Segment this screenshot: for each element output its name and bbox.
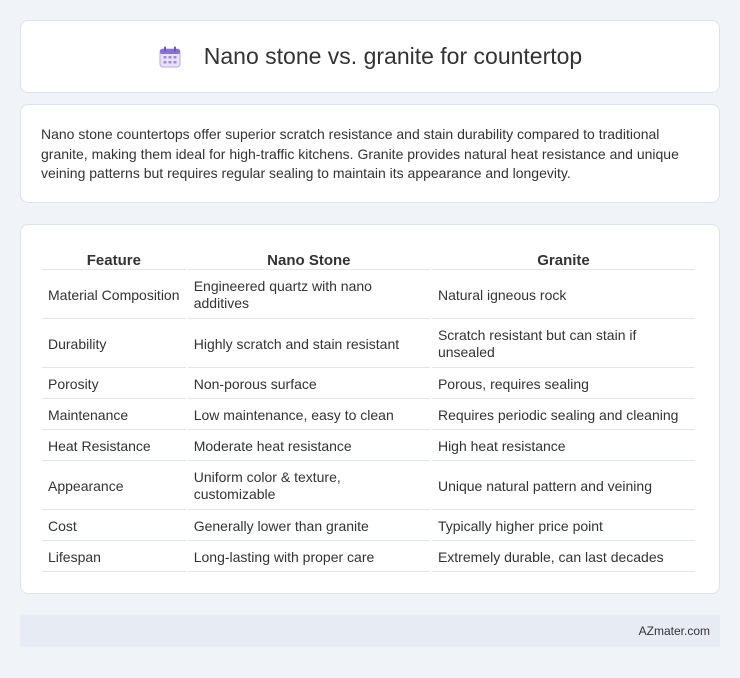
footer [20, 615, 720, 647]
nano-stone-cell: Long-lasting with proper care [188, 543, 430, 572]
footer-site-link[interactable]: AZmater.com [638, 624, 710, 638]
table-row [42, 512, 695, 541]
nano-stone-cell: Non-porous surface [188, 370, 430, 399]
granite-cell: High heat resistance [432, 432, 695, 461]
feature-cell: Porosity [42, 370, 186, 399]
nano-stone-cell: Highly scratch and stain resistant [188, 321, 430, 368]
nano-stone-cell: Generally lower than granite [188, 512, 430, 541]
nano-stone-cell: Engineered quartz with nano additives [188, 272, 430, 319]
table-row [42, 370, 695, 399]
feature-cell: Durability [42, 321, 186, 368]
table-row [42, 543, 695, 572]
granite-cell: Natural igneous rock [432, 272, 695, 319]
table-row [42, 272, 695, 319]
nano-stone-cell: Moderate heat resistance [188, 432, 430, 461]
granite-cell: Requires periodic sealing and cleaning [432, 401, 695, 430]
granite-cell: Porous, requires sealing [432, 370, 695, 399]
header-nano-stone: Nano Stone [188, 246, 430, 270]
feature-cell: Lifespan [42, 543, 186, 572]
summary-card [20, 104, 720, 203]
granite-cell: Unique natural pattern and veining [432, 463, 695, 510]
title-card [20, 20, 720, 93]
comparison-table [40, 244, 697, 574]
nano-stone-cell: Uniform color & texture, customizable [188, 463, 430, 510]
calendar-icon [158, 45, 182, 69]
feature-cell: Material Composition [42, 272, 186, 319]
feature-cell: Appearance [42, 463, 186, 510]
table-header-row [42, 246, 695, 270]
granite-cell: Scratch resistant but can stain if unsealed [432, 321, 695, 368]
feature-cell: Maintenance [42, 401, 186, 430]
table-row [42, 463, 695, 510]
nano-stone-cell: Low maintenance, easy to clean [188, 401, 430, 430]
table-row [42, 401, 695, 430]
summary-text: Nano stone countertops offer superior scratch resistance and stain durability compared to traditional granite, making them ideal for high-traffic kitchens. Granite provides natural heat resistance and unique veining patterns but requires regular sealing to maintain its appearance and longevity. [41, 126, 679, 181]
header-granite: Granite [432, 246, 695, 270]
header-feature: Feature [42, 246, 186, 270]
comparison-table-card [20, 224, 720, 594]
granite-cell: Typically higher price point [432, 512, 695, 541]
table-row [42, 321, 695, 368]
feature-cell: Cost [42, 512, 186, 541]
table-row [42, 432, 695, 461]
feature-cell: Heat Resistance [42, 432, 186, 461]
granite-cell: Extremely durable, can last decades [432, 543, 695, 572]
page-title: Nano stone vs. granite for countertop [203, 43, 583, 69]
